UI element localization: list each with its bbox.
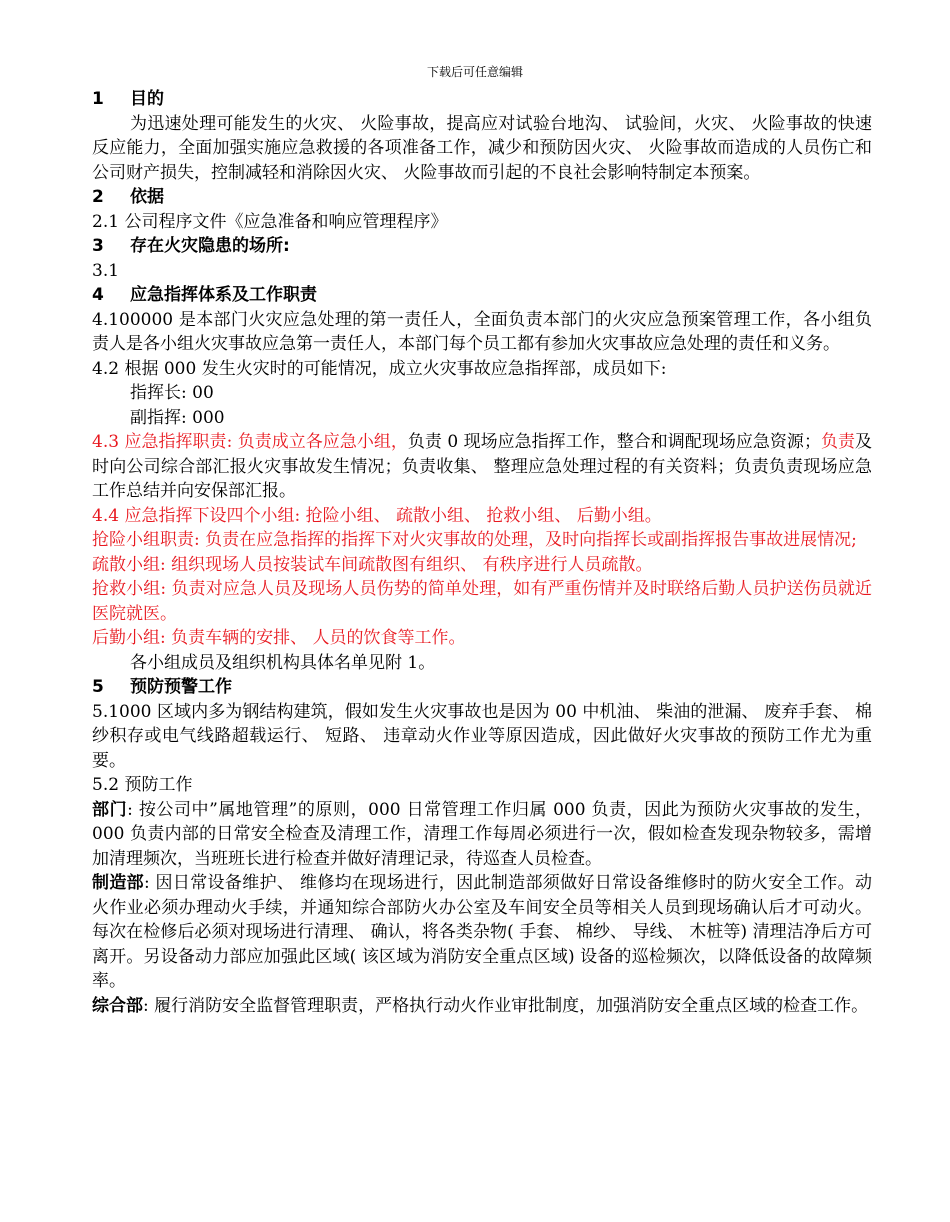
section-4-2: 4.2 根据 000 发生火灾时的可能情况，成立火灾事故应急指挥部，成员如下: — [92, 358, 667, 379]
section-4-1: 4.100000 是本部门火灾应急处理的第一责任人，全面负责本部门的火灾应急预案管理工作，各小组负责人是各小组火灾事故应急第一责任人，本部门每个员工都有参加火灾事故应急处理的责任和义务。 — [92, 309, 872, 354]
team-list-note: 各小组成员及组织机构具体名单见附 1。 — [130, 652, 436, 673]
first-aid-team: 抢救小组: 负责对应急人员及现场人员伤势的简单处理，如有严重伤情并及时联络后勤人员护送伤员就近医院就医。 — [92, 579, 872, 624]
rescue-team-duty: 抢险小组职责: 负责在应急指挥的指挥下对火灾事故的处理，及时向指挥长或副指挥报告事故进展情况; — [92, 530, 857, 550]
general-affairs-paragraph: 综合部: 履行消防安全监督管理职责，严格执行动火作业审批制度，加强消防安全重点区域的检查工作。 — [92, 995, 869, 1016]
section-5-2: 5.2 预防工作 — [92, 775, 193, 795]
section-5-heading: 5 预防预警工作 — [92, 677, 232, 697]
page-header: 下载后可任意编辑 — [426, 65, 523, 79]
section-4-heading: 4 应急指挥体系及工作职责 — [92, 285, 317, 305]
commander-line: 指挥长: 00 — [130, 383, 214, 403]
logistics-team: 后勤小组: 负责车辆的安排、 人员的饮食等工作。 — [92, 628, 466, 648]
section-5-1: 5.1000 区域内多为钢结构建筑，假如发生火灾事故也是因为 00 中机油、 柴油的泄漏、 废弃手套、 棉纱积存或电气线路超载运行、 短路、 违章动火作业等原因造成，因此做好火灾事故的预防工作尤为重要。 — [92, 701, 872, 771]
vice-commander-line: 副指挥: 000 — [130, 407, 225, 428]
section-1-body: 为迅速处理可能发生的火灾、 火险事故，提高应对试验台地沟、 试验间，火灾、 火险事故的快速反应能力，全面加强实施应急救援的各项准备工作，减少和预防因火灾、 火险事故而造成的人员伤亡和公司财产损失，控制减轻和消除因火灾、 火险事故而引起的不良社会影响特制定本预案。 — [92, 113, 872, 183]
evacuation-team: 疏散小组: 组织现场人员按装试车间疏散图有组织、 有秩序进行人员疏散。 — [92, 554, 653, 575]
manufacturing-paragraph: 制造部: 因日常设备维护、 维修均在现场进行，因此制造部须做好日常设备维修时的防火安全工作。动火作业必须办理动火手续，并通知综合部防火办公室及车间安全员等相关人员到现场确认后才可动火。每次在检修后必须对现场进行清理、 确认，将各类杂物( 手套、 棉纱、 导线、 木桩等) 清理洁净后方可离开。另设备动力部应加强此区域( 该区域为消防安全重点区域) 设备的巡检频次，以降低设备的故障频率。 — [92, 873, 872, 991]
section-4-4: 4.4 应急指挥下设四个小组: 抢险小组、 疏散小组、 抢救小组、 后勤小组。 — [92, 505, 662, 526]
department-paragraph: 部门: 按公司中”属地管理”的原则，000 日常管理工作归属 000 负责，因此为预防火灾事故的发生，000 负责内部的日常安全检查及清理工作，清理工作每周必须进行一次，假如检查发现杂物较多，需增加清理频次，当班班长进行检查并做好清理记录，待巡查人员检查。 — [92, 799, 873, 869]
section-3-1: 3.1 — [92, 260, 120, 281]
section-1-heading: 1 目的 — [92, 89, 164, 109]
section-3-heading: 3 存在火灾隐患的场所: — [92, 236, 290, 256]
section-2-1: 2.1 公司程序文件《应急准备和响应管理程序》 — [92, 211, 448, 232]
section-4-3: 4.3 应急指挥职责: 负责成立各应急小组，负责 0 现场应急指挥工作，整合和调配现场应急资源；负责及时向公司综合部汇报火灾事故发生情况；负责收集、 整理应急处理过程的有关资料；负责负责现场应急工作总结并向安保部汇报。 — [92, 432, 873, 501]
section-2-heading: 2 依据 — [92, 187, 164, 207]
document-body — [92, 87, 872, 1018]
